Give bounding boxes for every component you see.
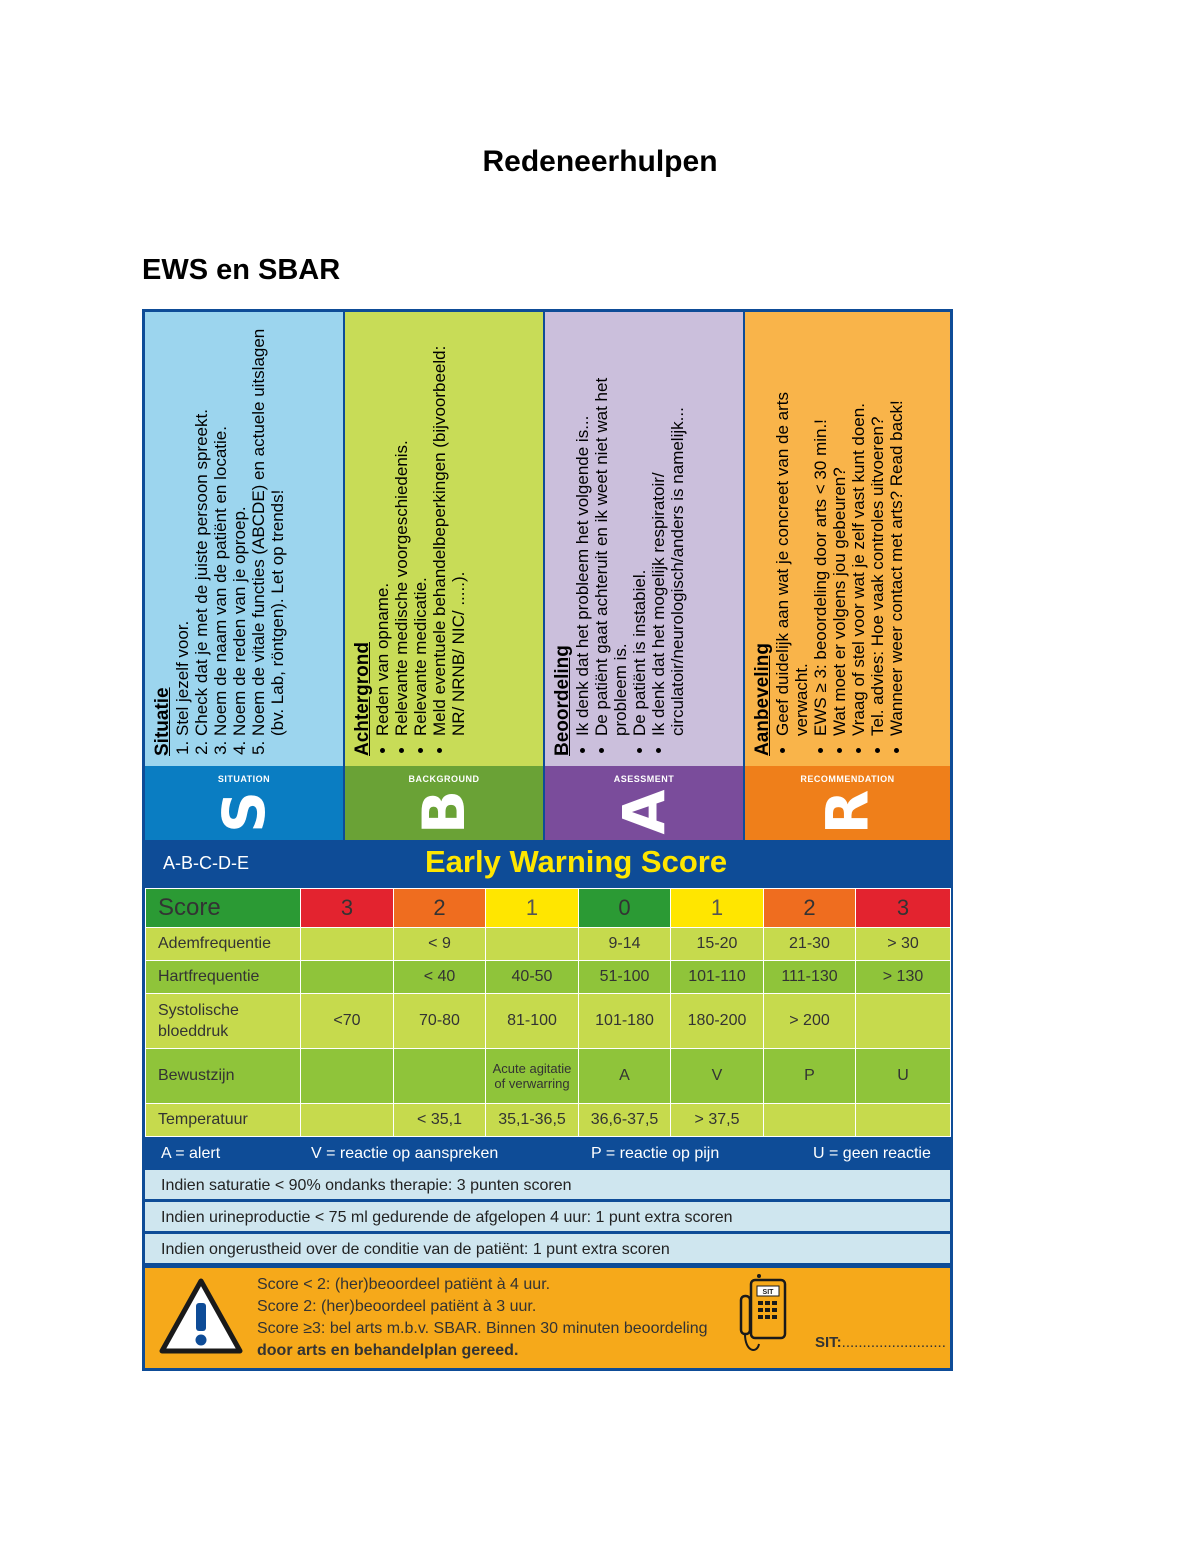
score-header-cell: 3: [856, 889, 951, 928]
sbar-text-area: [145, 312, 343, 766]
sbar-list-item: 2. Check dat je met de juiste persoon spreekt.: [192, 322, 211, 736]
table-row: [146, 961, 951, 994]
table-cell: 9-14: [579, 928, 671, 961]
row-label: Ademfrequentie: [146, 928, 301, 961]
score-instructions: [257, 1274, 708, 1362]
sbar-heading: Beoordeling: [552, 645, 573, 756]
sbar-letter: S: [210, 791, 278, 833]
ews-table: [145, 888, 951, 1137]
table-cell: > 30: [856, 928, 951, 961]
sbar-list-item: • Tel. advies: Hoe vaak controles uitvoeren?: [868, 322, 887, 736]
score-line-2: Score 2: (her)beoordeel patiënt à 3 uur.: [257, 1298, 537, 1315]
sbar-column-a: [545, 312, 745, 840]
score-header-cell: 2: [764, 889, 856, 928]
score-header-cell: 3: [301, 889, 394, 928]
sbar-heading: Aanbeveling: [752, 643, 773, 756]
table-cell: [856, 994, 951, 1049]
table-row: [146, 1049, 951, 1104]
score-header-cell: 2: [394, 889, 486, 928]
sbar-heading: Achtergrond: [352, 642, 373, 756]
score-header-cell: 1: [671, 889, 764, 928]
row-label: Systolische bloeddruk: [146, 994, 301, 1049]
sbar-word: BACKGROUND: [408, 774, 480, 784]
table-cell: 36,6-37,5: [579, 1104, 671, 1137]
note-saturation: Indien saturatie < 90% ondanks therapie: 3 punten scoren: [145, 1170, 950, 1201]
table-cell: [486, 928, 579, 961]
note-urine: Indien urineproductie < 75 ml gedurende de afgelopen 4 uur: 1 punt extra scoren: [145, 1202, 950, 1233]
sbar-list-item: • De patiënt is instabiel.: [630, 322, 649, 736]
sbar-text-area: [345, 312, 543, 766]
table-cell: 15-20: [671, 928, 764, 961]
table-cell: [394, 1049, 486, 1104]
abcde-label: A-B-C-D-E: [163, 853, 249, 873]
score-action-box: [145, 1268, 950, 1368]
score-header-cell: 1: [486, 889, 579, 928]
table-cell: 35,1-36,5: [486, 1104, 579, 1137]
sbar-column-s: [145, 312, 345, 840]
sbar-letter-area: [745, 766, 950, 840]
sbar-column-r: [745, 312, 950, 840]
sbar-letter: B: [410, 789, 478, 835]
score-line-3: Score ≥3: bel arts m.b.v. SBAR. Binnen 30 minuten beoordeling: [257, 1320, 708, 1337]
row-label: Hartfrequentie: [146, 961, 301, 994]
phone-label: SIT: [762, 1289, 774, 1296]
sbar-letter-area: [145, 766, 343, 840]
sbar-word: ASESSMENT: [613, 774, 675, 784]
table-cell: [856, 1104, 951, 1137]
table-cell: > 200: [764, 994, 856, 1049]
table-cell: 70-80: [394, 994, 486, 1049]
sbar-list-item: 3. Noem de naam van de patiënt en locatie.: [211, 322, 230, 736]
table-row: [146, 928, 951, 961]
phone-icon: [737, 1274, 789, 1362]
table-cell: > 37,5: [671, 1104, 764, 1137]
table-cell: > 130: [856, 961, 951, 994]
ews-header-row: [146, 889, 951, 928]
table-row: [146, 994, 951, 1049]
sbar-list-item: • Relevante medicatie.: [411, 322, 430, 736]
table-cell: [301, 1049, 394, 1104]
sbar-list-item: • Wat moet er volgens jou gebeuren?: [830, 322, 849, 736]
table-cell: [764, 1104, 856, 1137]
sbar-letter-area: [345, 766, 543, 840]
table-cell: 101-180: [579, 994, 671, 1049]
note-concern: Indien ongerustheid over de conditie van de patiënt: 1 punt extra scoren: [145, 1234, 950, 1265]
row-label: Bewustzijn: [146, 1049, 301, 1104]
table-cell: 101-110: [671, 961, 764, 994]
sbar-panel: [145, 312, 950, 840]
table-cell: A: [579, 1049, 671, 1104]
table-cell: < 9: [394, 928, 486, 961]
table-cell: P: [764, 1049, 856, 1104]
sbar-list: [573, 322, 687, 756]
table-cell: < 40: [394, 961, 486, 994]
table-cell: <70: [301, 994, 394, 1049]
table-cell: 111-130: [764, 961, 856, 994]
ews-sbar-card: [142, 309, 953, 1371]
sbar-text-area: [745, 312, 950, 766]
sit-label: SIT:: [815, 1334, 842, 1351]
sbar-list-item: • Geef duidelijk aan wat je concreet van de arts verwacht.: [773, 322, 811, 736]
sbar-list-item: • Vraag of stel voor wat je zelf vast kunt doen.: [849, 322, 868, 736]
sbar-list: [773, 322, 906, 756]
table-cell: 81-100: [486, 994, 579, 1049]
sbar-list-item: • Ik denk dat het mogelijk respiratoir/ circulatoir/neurologisch/anders is namelijk...: [649, 322, 687, 736]
score-line-4: door arts en behandelplan gereed.: [257, 1342, 519, 1359]
table-cell: V: [671, 1049, 764, 1104]
sbar-word: RECOMMENDATION: [800, 774, 895, 784]
sbar-list-item: • Meld eventuele behandelbeperkingen (bijvoorbeeld: NR/ NRNB/ NIC/ .....).: [430, 322, 468, 736]
sbar-list: [373, 322, 468, 756]
sit-field: [815, 1334, 946, 1351]
score-label: Score: [146, 889, 301, 928]
ews-title: Early Warning Score: [425, 844, 728, 879]
table-cell: [301, 928, 394, 961]
legend-alert: A = alert: [161, 1145, 221, 1162]
table-cell: U: [856, 1049, 951, 1104]
sbar-list-item: 5. Noem de vitale functies (ABCDE) en actuele uitslagen (bv. Lab, röntgen). Let op trends!: [249, 322, 287, 736]
legend-pain: P = reactie op pijn: [591, 1145, 720, 1162]
sbar-list: [173, 322, 287, 756]
sbar-list-item: • Relevante medische voorgeschiedenis.: [392, 322, 411, 736]
sbar-heading: Situatie: [152, 687, 173, 756]
table-cell: < 35,1: [394, 1104, 486, 1137]
ews-table-wrap: [145, 888, 950, 1137]
page-title: Redeneerhulpen: [482, 145, 718, 178]
sbar-word: SITUATION: [217, 774, 271, 784]
warning-icon: [159, 1277, 243, 1355]
score-line-1: Score < 2: (her)beoordeel patiënt à 4 uur.: [257, 1276, 551, 1293]
table-cell: 21-30: [764, 928, 856, 961]
sbar-list-item: • EWS ≥ 3: beoordeling door arts < 30 min.!: [811, 322, 830, 736]
sbar-letter: A: [610, 789, 678, 835]
sbar-list-item: • Wanneer weer contact met arts? Read back!: [887, 322, 906, 736]
sbar-list-item: 1. Stel jezelf voor.: [173, 322, 192, 736]
row-label: Temperatuur: [146, 1104, 301, 1137]
ews-header: [145, 840, 950, 888]
sbar-list-item: • Ik denk dat het probleem het volgende is...: [573, 322, 592, 736]
table-row: [146, 1104, 951, 1137]
sbar-column-b: [345, 312, 545, 840]
sbar-list-item: • Reden van opname.: [373, 322, 392, 736]
table-cell: Acute agitatie of verwarring: [486, 1049, 579, 1104]
sbar-list-item: 4. Noem de reden van je oproep.: [230, 322, 249, 736]
score-header-cell: 0: [579, 889, 671, 928]
sit-dots: .........................: [841, 1334, 946, 1351]
table-cell: [301, 1104, 394, 1137]
sbar-letter-area: [545, 766, 743, 840]
table-cell: 180-200: [671, 994, 764, 1049]
consciousness-legend: [145, 1138, 950, 1170]
table-cell: 40-50: [486, 961, 579, 994]
legend-voice: V = reactie op aanspreken: [311, 1145, 499, 1162]
sbar-list-item: • De patiënt gaat achteruit en ik weet niet wat het probleem is.: [592, 322, 630, 736]
table-cell: 51-100: [579, 961, 671, 994]
section-title: EWS en SBAR: [142, 254, 341, 286]
sbar-text-area: [545, 312, 743, 766]
sbar-letter: R: [813, 789, 882, 835]
legend-unresponsive: U = geen reactie: [813, 1145, 931, 1162]
table-cell: [301, 961, 394, 994]
